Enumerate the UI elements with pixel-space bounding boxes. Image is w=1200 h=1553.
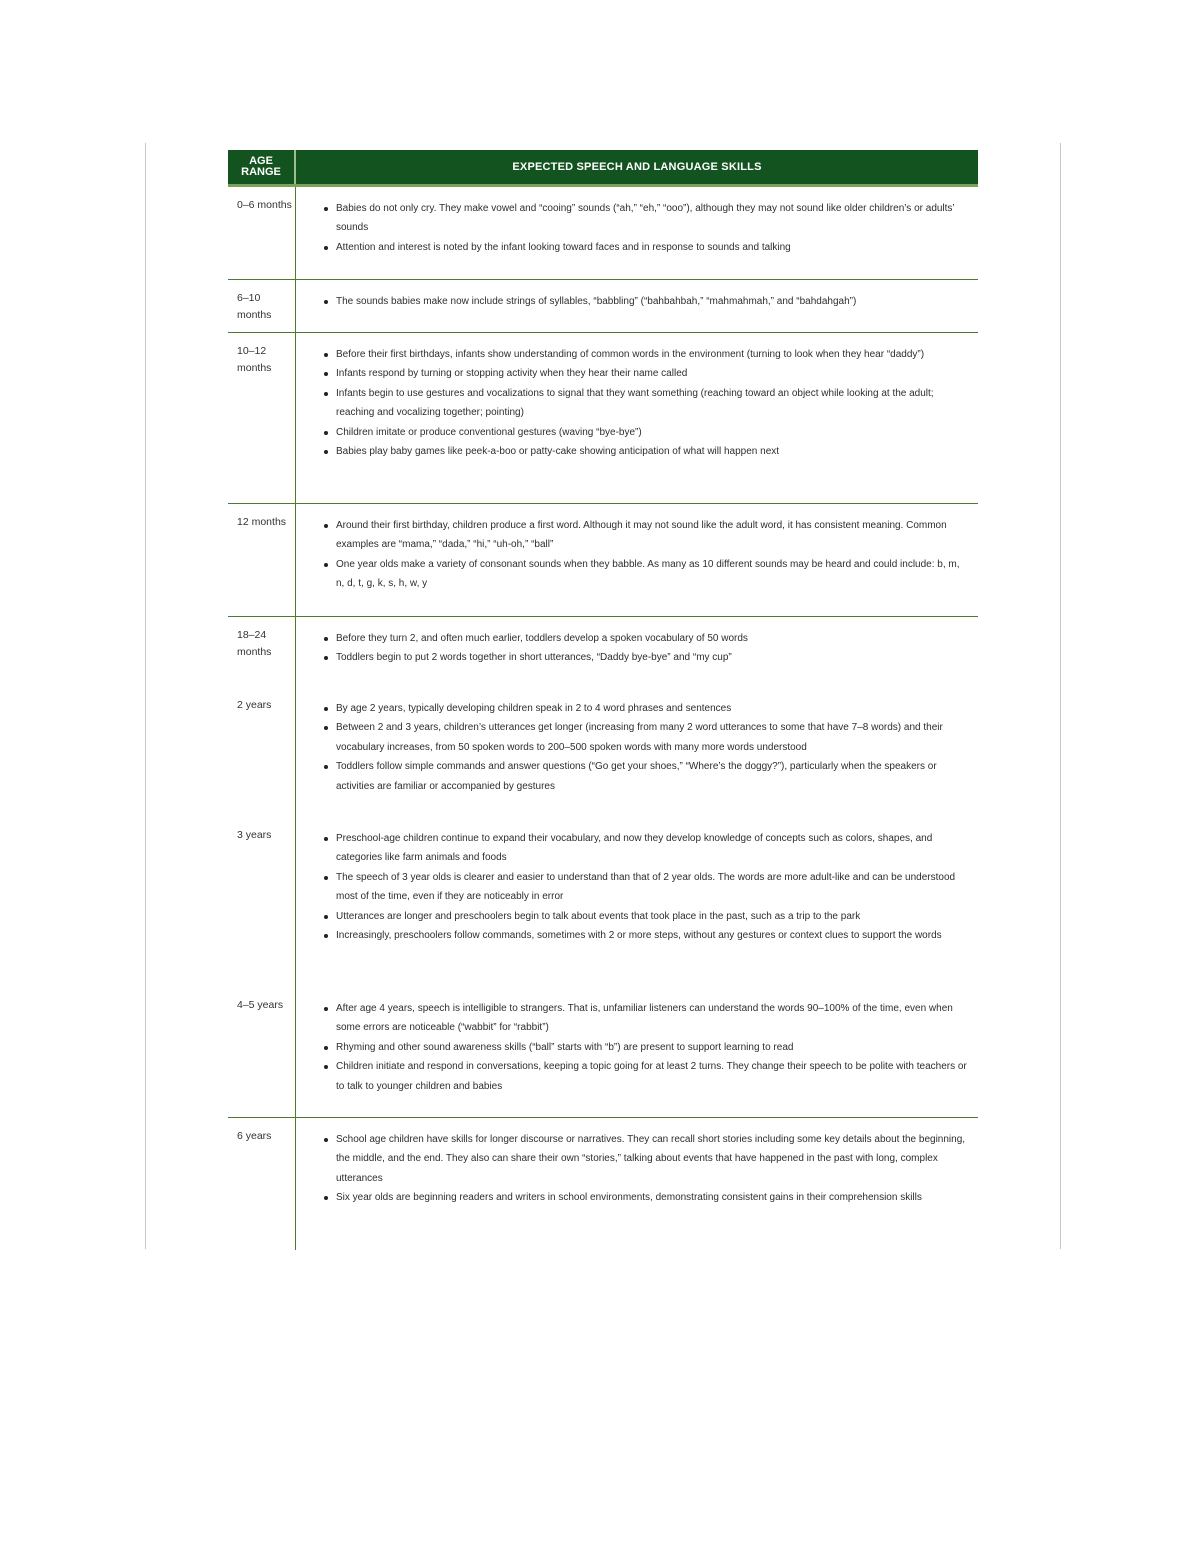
- table-row: [228, 617, 978, 687]
- table-row: [228, 817, 978, 987]
- skill-list-item: Infants begin to use gestures and vocalizations to signal that they want something (reaching toward an object while looking at the adult; reaching and vocalizing together; pointing): [336, 384, 970, 423]
- skill-list-item: Attention and interest is noted by the infant looking toward faces and in response to sounds and talking: [336, 238, 970, 257]
- skills-list: [296, 629, 970, 668]
- skills-cell: [296, 187, 978, 279]
- table-row: [228, 333, 978, 504]
- skill-list-item: By age 2 years, typically developing children speak in 2 to 4 word phrases and sentences: [336, 699, 970, 718]
- age-range-cell: 0–6 months: [228, 187, 296, 279]
- skill-list-item: Toddlers follow simple commands and answer questions (“Go get your shoes,” “Where’s the doggy?”), particularly when the speakers or activities are familiar or accompanied by gestures: [336, 757, 970, 796]
- skill-list-item: Utterances are longer and preschoolers begin to talk about events that took place in the past, such as a trip to the park: [336, 907, 970, 926]
- table-row: [228, 187, 978, 280]
- skill-list-item: Between 2 and 3 years, children’s utterances get longer (increasing from many 2 word utterances to some that have 7–8 words) and their vocabulary increases, from 50 spoken words to 200–500 spoken words with many more words understood: [336, 718, 970, 757]
- skill-list-item: Before their first birthdays, infants show understanding of common words in the environment (turning to look when they hear “daddy”): [336, 345, 970, 364]
- page-margin-rule-left: [145, 143, 146, 1249]
- table-row: [228, 280, 978, 333]
- skill-list-item: Babies do not only cry. They make vowel and “cooing” sounds (“ah,” “eh,” “ooo”), although they may not sound like older children’s or adults’ sounds: [336, 199, 970, 238]
- header-age-range: AGE RANGE: [228, 150, 296, 184]
- skill-list-item: One year olds make a variety of consonant sounds when they babble. As many as 10 different sounds may be heard and could include: b, m, n, d, t, g, k, s, h, w, y: [336, 555, 970, 594]
- skill-list-item: Babies play baby games like peek-a-boo or patty-cake showing anticipation of what will happen next: [336, 442, 970, 461]
- skills-list: [296, 829, 970, 945]
- skills-list: [296, 516, 970, 594]
- age-range-cell: 4–5 years: [228, 987, 296, 1117]
- age-range-cell: 2 years: [228, 687, 296, 817]
- skill-list-item: Infants respond by turning or stopping activity when they hear their name called: [336, 364, 970, 383]
- skill-list-item: Children initiate and respond in conversations, keeping a topic going for at least 2 turns. They change their speech to be polite with teachers or to talk to younger children and babies: [336, 1057, 970, 1096]
- speech-language-table: [228, 150, 978, 1250]
- skills-list: [296, 1130, 970, 1208]
- table-row: [228, 987, 978, 1118]
- age-range-cell: 12 months: [228, 504, 296, 616]
- table-header: [228, 150, 978, 184]
- skills-cell: [296, 280, 978, 332]
- skill-list-item: Around their first birthday, children produce a first word. Although it may not sound like the adult word, it has consistent meaning. Common examples are “mama,” “dada,” “hi,” “uh-oh,” “ball”: [336, 516, 970, 555]
- skills-list: [296, 199, 970, 257]
- skills-list: [296, 999, 970, 1096]
- skills-cell: [296, 333, 978, 503]
- skills-list: [296, 699, 970, 796]
- table-row: [228, 687, 978, 817]
- header-skills: EXPECTED SPEECH AND LANGUAGE SKILLS: [512, 161, 762, 173]
- skill-list-item: Six year olds are beginning readers and writers in school environments, demonstrating consistent gains in their comprehension skills: [336, 1188, 970, 1207]
- skill-list-item: The speech of 3 year olds is clearer and easier to understand than that of 2 year olds. The words are more adult-like and can be understood most of the time, even if they are noticeably in error: [336, 868, 970, 907]
- age-range-cell: 10–12 months: [228, 333, 296, 503]
- age-range-cell: 6 years: [228, 1118, 296, 1250]
- skill-list-item: Rhyming and other sound awareness skills (“ball” starts with “b”) are present to support learning to read: [336, 1038, 970, 1057]
- skill-list-item: Increasingly, preschoolers follow commands, sometimes with 2 or more steps, without any gestures or context clues to support the words: [336, 926, 970, 945]
- skill-list-item: After age 4 years, speech is intelligible to strangers. That is, unfamiliar listeners can understand the words 90–100% of the time, even when some errors are noticeable (“wabbit” for “rabbit”): [336, 999, 970, 1038]
- skill-list-item: Children imitate or produce conventional gestures (waving “bye-bye”): [336, 423, 970, 442]
- skill-list-item: Preschool-age children continue to expand their vocabulary, and now they develop knowledge of concepts such as colors, shapes, and categories like farm animals and foods: [336, 829, 970, 868]
- age-range-cell: 18–24 months: [228, 617, 296, 687]
- skills-cell: [296, 687, 978, 817]
- table-row: [228, 1118, 978, 1250]
- skill-list-item: School age children have skills for longer discourse or narratives. They can recall short stories including some key details about the beginning, the middle, and the end. They also can share their own “stories,” talking about events that have happened in the past with long, complex utterances: [336, 1130, 970, 1188]
- skill-list-item: Toddlers begin to put 2 words together in short utterances, “Daddy bye-bye” and “my cup”: [336, 648, 970, 667]
- table-body: [228, 187, 978, 1250]
- skills-cell: [296, 617, 978, 687]
- skills-cell: [296, 987, 978, 1117]
- skills-cell: [296, 1118, 978, 1250]
- skills-cell: [296, 504, 978, 616]
- table-row: [228, 504, 978, 617]
- skills-cell: [296, 817, 978, 987]
- skills-list: [296, 345, 970, 461]
- age-range-cell: 6–10 months: [228, 280, 296, 332]
- age-range-cell: 3 years: [228, 817, 296, 987]
- skill-list-item: The sounds babies make now include strings of syllables, “babbling” (“bahbahbah,” “mahmahmah,” and “bahdahgah”): [336, 292, 970, 311]
- skills-list: [296, 292, 970, 311]
- page-margin-rule-right: [1060, 143, 1061, 1249]
- skill-list-item: Before they turn 2, and often much earlier, toddlers develop a spoken vocabulary of 50 words: [336, 629, 970, 648]
